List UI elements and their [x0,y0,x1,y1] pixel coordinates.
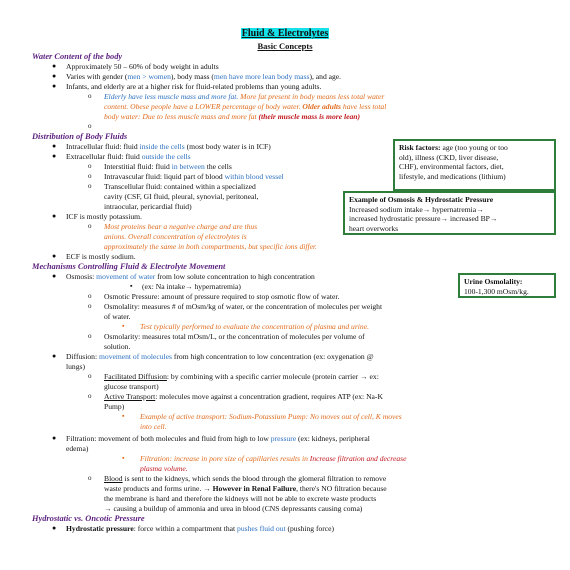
urine-osmolality-value: 100-1,300 mOsm/kg. [464,286,529,296]
dist-note-3: approximately the same in both compartments, but specific ions differ. [104,242,317,251]
urine-osmolality-heading: Urine Osmolality: [464,277,523,286]
dist-interstitial: Interstitial fluid: fluid in between the cells [104,162,232,171]
osmosis-example-line: Increased sodium intake→ hypernatremia→ [349,204,484,214]
blood-line-4: → causing a buildup of ammonia and urea in blood (CNS depressants causing coma) [104,504,363,513]
sub-bullet: o [88,392,92,400]
sub-bullet: o [88,302,92,310]
dist-transcellular-2: cavity (CSF, GI fluid, pleural, synovial, peritoneal, [104,192,259,201]
water-line-1: Approximately 50 – 60% of body weight in adults [66,62,219,71]
blood-line-2: waste products and forms urine. → However in Renal Failure, there's NO filtration because [104,484,387,493]
dist-ecf-sodium: ECF is mostly sodium. [66,252,136,261]
sub-bullet: o [88,172,92,180]
diffusion-line-1: Diffusion: movement of molecules from high concentration to low concentration (ex: oxygenation @ [66,352,374,361]
dist-ecf: Extracellular fluid: fluid outside the cells [66,152,191,161]
risk-factors-line: CHF), environmental factors, diet, [399,162,504,172]
osmosis-example-line: increased hydrostatic pressure→ increased BP→ [349,214,498,224]
page-subtitle: Basic Concepts [257,41,313,51]
filtration-note-1: Filtration: increase in pore size of capillaries results in Increase filtration and decrease [140,454,407,463]
active-transport-1: Active Transport: molecules move against a concentration gradient, requires ATP (ex: Na-K [104,392,383,401]
dist-transcellular-1: Transcellular fluid: contained within a specialized [104,182,256,191]
square-bullet: ▪ [122,322,125,330]
blood-line-1: Blood is sent to the kidneys, which sends the blood through the glomeral filtration to remove [104,474,387,483]
risk-factors-line: lifestyle, and medications (lithium) [399,171,506,181]
bullet: ● [52,272,57,280]
dist-note-1: Most proteins bear a negative charge and are thus [104,222,258,231]
section-heading-distribution: Distribution of Body Fluids [32,132,128,141]
osmosis-example-box [343,191,556,235]
hydrostatic-line: Hydrostatic pressure: force within a compartment that pushes fluid out (pushing force) [66,524,335,533]
bullet: ● [52,212,57,220]
osmosis-example-line: heart overworks [349,223,399,233]
filtration-line-2: edema) [66,444,89,453]
dist-icf: Intracellular fluid: fluid inside the cells (most body water is in ICF) [66,142,271,151]
active-transport-note-1: Example of active transport: Sodium-Potassium Pump: No moves out of cell, K moves [140,412,402,421]
sub-bullet: o [88,332,92,340]
active-transport-note-2: into cell. [140,422,167,431]
section-heading-water: Water Content of the body [32,52,123,61]
page-title: Fluid & Electrolytes [241,28,329,39]
water-line-2: Varies with gender (men > women), body mass (men have more lean body mass), and age. [66,72,342,81]
bullet: ● [52,152,57,160]
osmosis-example-heading: Example of Osmosis & Hydrostatic Pressure [349,195,494,204]
osmolarity-1: Osmolarity: measures total mOsm/L, or the concentration of molecules per volume of [104,332,365,341]
osmolality-1: Osmolality: measures # of mOsm/kg of water, or the concentration of molecules per weight [104,302,383,311]
filtration-line-1: Filtration: movement of both molecules and fluid from high to low pressure (ex: kidneys, peripheral [66,434,370,443]
facilitated-diffusion-1: Facilitated Diffusion: by combining with a specific carrier molecule (protein carrier → ex: [104,372,379,381]
bullet: ● [52,62,57,70]
sub-bullet: o [88,182,92,190]
dist-transcellular-3: intraocular, pericardial fluid) [104,202,192,211]
osmotic-pressure: Osmotic Pressure: amount of pressure required to stop osmotic flow of water. [104,292,340,301]
bullet: ● [52,82,57,90]
risk-factors-heading: Risk factors: [399,143,441,152]
dist-note-2: anions. Overall concentration of electrolytes is [104,232,247,241]
dist-icf-potassium: ICF is mostly potassium. [66,212,142,221]
square-bullet: ▪ [122,412,125,420]
square-bullet: ▪ [122,454,125,462]
filtration-note-2: plasma volume. [140,464,188,473]
bullet: ● [52,352,57,360]
bullet: ● [52,142,57,150]
section-heading-hydrostatic: Hydrostatic vs. Oncotic Pressure [32,514,145,523]
osmosis-line: Osmosis: movement of water from low solute concentration to high concentration [66,272,315,281]
blood-line-3: the membrane is hard and therefore the kidneys will not be able to excrete waste products [104,494,377,503]
sub-bullet: o [88,92,92,100]
bullet: ● [52,252,57,260]
risk-factors-box: Risk factors: age (too young or too old), illness (CKD, liver disease, CHF), environmental factors, diet, lifestyle, and medications (lithium) [393,139,556,191]
sub-bullet: o [88,372,92,380]
sub-bullet: o [88,162,92,170]
active-transport-2: Pump) [104,402,125,411]
water-sub-1: Elderly have less muscle mass and more fat. More fat present in body means less total water [104,92,385,101]
facilitated-diffusion-2: glucose transport) [104,382,159,391]
bullet: ● [52,72,57,80]
section-heading-mechanisms: Mechanisms Controlling Fluid & Electrolyte Movement [32,262,226,271]
water-line-3: Infants, and elderly are at a higher risk for fluid-related problems than young adults. [66,82,322,91]
osmosis-example: (ex: Na intake→ hypernatremia) [142,282,241,291]
water-sub-3: body water: Due to less muscle mass and more fat (their muscle mass is more lean) [104,112,360,121]
sub-bullet: o [88,122,92,130]
sub-bullet: o [88,474,92,482]
diffusion-line-2: lungs) [66,362,85,371]
risk-factors-line: old), illness (CKD, liver disease, [399,152,499,162]
osmolality-note: Test typically performed to evaluate the concentration of plasma and urine. [140,322,369,331]
sub-bullet: o [88,292,92,300]
osmolarity-2: solution. [104,342,131,351]
dist-intravascular: Intravascular fluid: liquid part of blood within blood vessel [104,172,284,181]
water-sub-2: content. Obese people have a LOWER percentage of body water. Older adults have less total [104,102,387,111]
sub-bullet: o [88,222,92,230]
urine-osmolality-box [458,273,556,298]
square-bullet: ▪ [130,282,133,290]
bullet: ● [52,524,57,532]
osmolality-2: of water. [104,312,131,321]
bullet: ● [52,434,57,442]
